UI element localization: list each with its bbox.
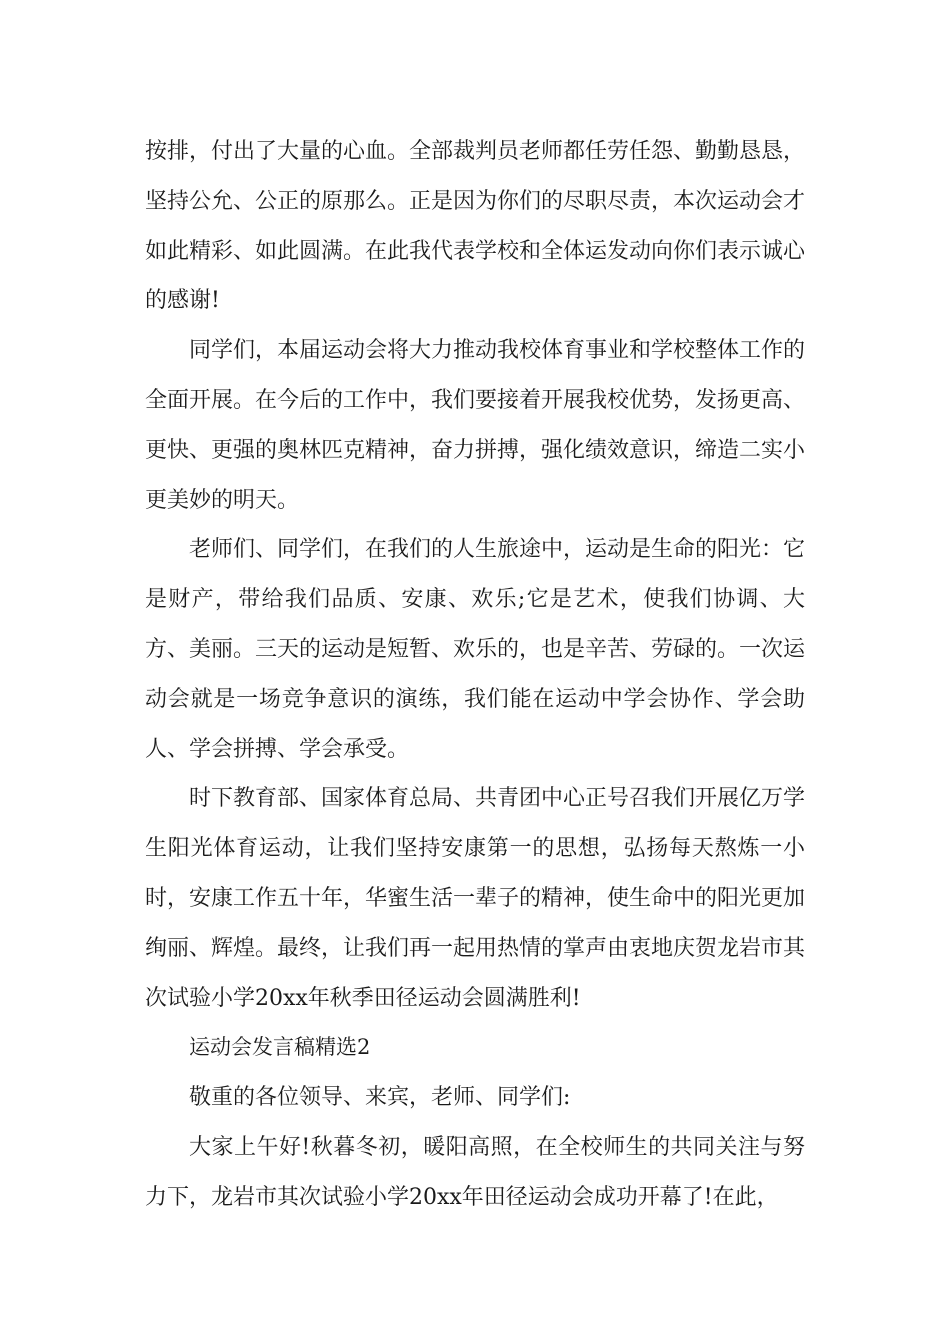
salutation: 敬重的各位领导、来宾，老师、同学们: [189, 1085, 571, 1111]
paragraph-thanks-referees: 按排，付出了大量的心血。全部裁判员老师都任劳任怨、勤勤恳恳，坚持公允、公正的原那么。正是因为你们的尽职尽责，本次运动会才如此精彩、如此圆满。在此我代表学校和全体运发动向你们表示诚心的感谢! [145, 139, 806, 314]
section-heading: 运动会发言稿精选2 [189, 1035, 371, 1060]
paragraph-sports-development: 同学们，本届运动会将大力推动我校体育事业和学校整体工作的全面开展。在今后的工作中，我们要接着开展我校优势，发扬更高、更快、更强的奥林匹克精神，奋力拼搏，强化绩效意识，缔造二实小更美妙的明天。 [145, 338, 806, 513]
paragraph-opening-greeting: 大家上午好!秋暮冬初，暖阳高照，在全校师生的共同关注与努力下，龙岩市其次试验小学20xx年田径运动会成功开幕了!在此， [145, 1134, 805, 1210]
paragraph-sports-sunshine: 老师们、同学们，在我们的人生旅途中，运动是生命的阳光：它是财产，带给我们品质、安康、欢乐;它是艺术，使我们协调、大方、美丽。三天的运动是短暂、欢乐的，也是辛苦、劳碌的。一次运动会就是一场竞争意识的演练，我们能在运动中学会协作、学会助人、学会拼搏、学会承受。 [145, 537, 806, 762]
document-body [145, 127, 805, 1223]
paragraph-closing-celebration: 时下教育部、国家体育总局、共青团中心正号召我们开展亿万学生阳光体育运动，让我们坚持安康第一的思想，弘扬每天熬炼一小时，安康工作五十年，华蜜生活一辈子的精神，使生命中的阳光更加绚丽、辉煌。最终，让我们再一起用热情的掌声由衷地庆贺龙岩市其次试验小学20xx年秋季田径运动会圆满胜利! [145, 786, 806, 1011]
